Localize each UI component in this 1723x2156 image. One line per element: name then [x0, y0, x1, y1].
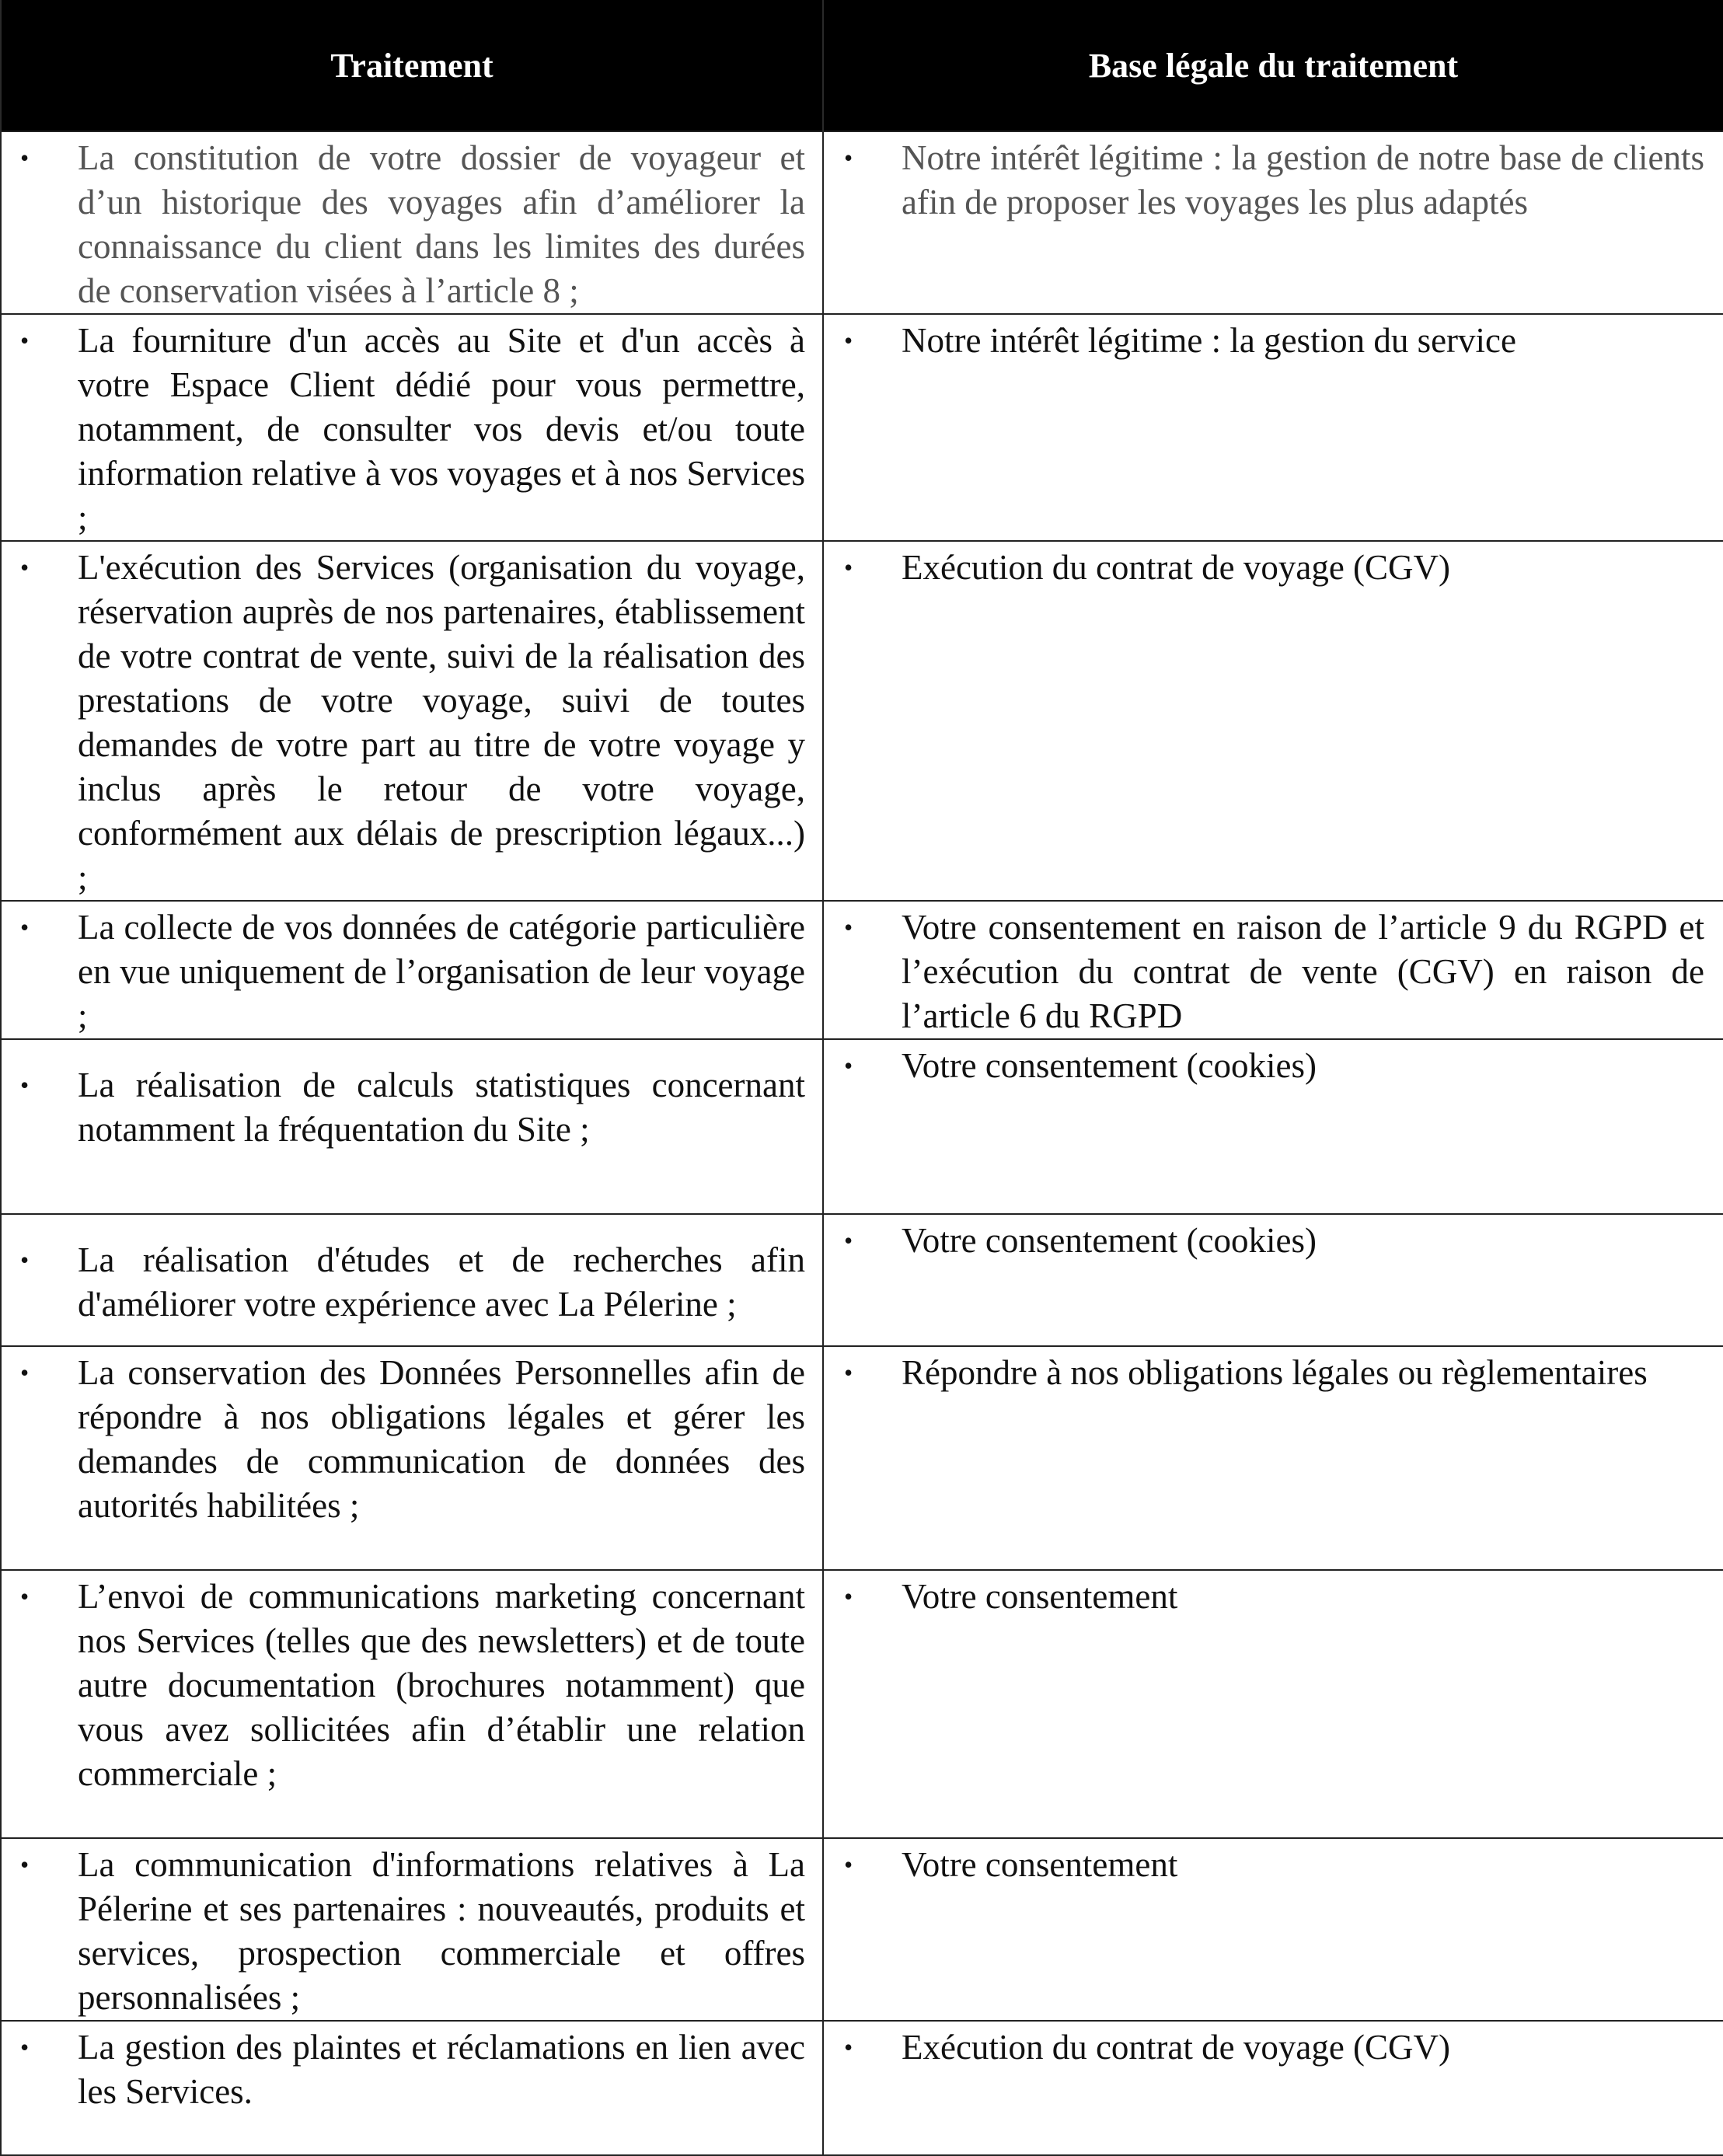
treatment-cell [1, 314, 823, 541]
bullet-icon: • [844, 1851, 853, 1879]
bullet-icon: • [20, 1246, 30, 1274]
legal-basis-text: Votre consentement (cookies) [902, 1221, 1317, 1260]
header-legal-basis: Base légale du traitement [823, 0, 1723, 131]
legal-basis-text: Votre consentement en raison de l’article 9 du RGPD et l’exécution du contrat de vente (CGV) en raison de l’article 6 du RGPD [902, 908, 1704, 1035]
legal-basis-cell [823, 1039, 1723, 1214]
bullet-icon: • [844, 1052, 853, 1080]
treatment-cell [1, 1838, 823, 2021]
table-row [1, 1838, 1723, 2021]
legal-basis-text: Exécution du contrat de voyage (CGV) [902, 548, 1451, 587]
legal-basis-text: Votre consentement [902, 1577, 1178, 1616]
treatment-cell [1, 1346, 823, 1570]
bullet-icon: • [20, 1071, 30, 1099]
legal-basis-cell [823, 541, 1723, 901]
bullet-icon: • [844, 326, 853, 354]
table-row [1, 1570, 1723, 1838]
treatment-cell [1, 131, 823, 314]
bullet-icon: • [844, 1359, 853, 1387]
legal-basis-text: Exécution du contrat de voyage (CGV) [902, 2028, 1451, 2067]
treatment-text: La conservation des Données Personnelles afin de répondre à nos obligations légales et gérer les demandes de communication de données des autorités habilitées ; [78, 1353, 805, 1525]
table-row [1, 131, 1723, 314]
legal-basis-cell [823, 131, 1723, 314]
bullet-icon: • [20, 144, 30, 172]
table-header [1, 0, 1723, 131]
treatment-text: La réalisation de calculs statistiques concernant notamment la fréquentation du Site ; [78, 1066, 805, 1149]
treatment-cell [1, 2021, 823, 2155]
legal-basis-text: Votre consentement (cookies) [902, 1046, 1317, 1085]
treatment-cell [1, 1570, 823, 1838]
table-row [1, 2021, 1723, 2155]
treatment-cell [1, 541, 823, 901]
legal-basis-cell [823, 901, 1723, 1039]
treatment-text: La gestion des plaintes et réclamations en lien avec les Services. [78, 2028, 805, 2111]
bullet-icon: • [20, 2033, 30, 2061]
treatment-text: L’envoi de communications marketing concernant nos Services (telles que des newsletters) et de toute autre documentation (brochures notamment) que vous avez sollicitées afin d’établir une relation commerciale ; [78, 1577, 805, 1793]
legal-basis-cell [823, 1214, 1723, 1346]
bullet-icon: • [844, 144, 853, 172]
treatment-text: La réalisation d'études et de recherches afin d'améliorer votre expérience avec La Pélerine ; [78, 1240, 805, 1324]
treatment-cell [1, 1039, 823, 1214]
legal-basis-text: Répondre à nos obligations légales ou règlementaires [902, 1353, 1648, 1392]
table-body [1, 131, 1723, 2155]
bullet-icon: • [844, 2033, 853, 2061]
bullet-icon: • [844, 1226, 853, 1254]
treatment-text: La collecte de vos données de catégorie particulière en vue uniquement de l’organisation de leur voyage ; [78, 908, 805, 1035]
legal-basis-text: Votre consentement [902, 1845, 1178, 1884]
bullet-icon: • [844, 1582, 853, 1610]
legal-basis-cell [823, 1838, 1723, 2021]
legal-basis-text: Notre intérêt légitime : la gestion de notre base de clients afin de proposer les voyages les plus adaptés [902, 138, 1704, 222]
table-row [1, 901, 1723, 1039]
treatment-text: La constitution de votre dossier de voyageur et d’un historique des voyages afin d’améliorer la connaissance du client dans les limites des durées de conservation visées à l’article 8 ; [78, 138, 805, 310]
bullet-icon: • [20, 1851, 30, 1879]
legal-basis-cell [823, 2021, 1723, 2155]
table-row [1, 1039, 1723, 1214]
table-row [1, 1214, 1723, 1346]
header-treatment: Traitement [1, 0, 823, 131]
table-row [1, 1346, 1723, 1570]
header-row [1, 0, 1723, 131]
bullet-icon: • [20, 1582, 30, 1610]
bullet-icon: • [844, 913, 853, 941]
bullet-icon: • [844, 553, 853, 581]
bullet-icon: • [20, 553, 30, 581]
bullet-icon: • [20, 326, 30, 354]
treatment-text: L'exécution des Services (organisation du voyage, réservation auprès de nos partenaires, établissement de votre contrat de vente, suivi de la réalisation des prestations de votre voyage, suivi de toutes demandes de votre part au titre de votre voyage y inclus après le retour de votre voyage, conformément aux délais de prescription légaux...) ; [78, 548, 805, 897]
treatment-cell [1, 1214, 823, 1346]
legal-basis-cell [823, 314, 1723, 541]
table-row [1, 541, 1723, 901]
treatment-text: La communication d'informations relatives à La Pélerine et ses partenaires : nouveautés, produits et services, prospection commerciale et offres personnalisées ; [78, 1845, 805, 2017]
bullet-icon: • [20, 913, 30, 941]
treatment-cell [1, 901, 823, 1039]
legal-basis-text: Notre intérêt légitime : la gestion du service [902, 321, 1516, 360]
legal-basis-cell [823, 1346, 1723, 1570]
treatment-text: La fourniture d'un accès au Site et d'un accès à votre Espace Client dédié pour vous permettre, notamment, de consulter vos devis et/ou toute information relative à vos voyages et à nos Services ; [78, 321, 805, 537]
bullet-icon: • [20, 1359, 30, 1387]
legal-basis-cell [823, 1570, 1723, 1838]
table-row [1, 314, 1723, 541]
